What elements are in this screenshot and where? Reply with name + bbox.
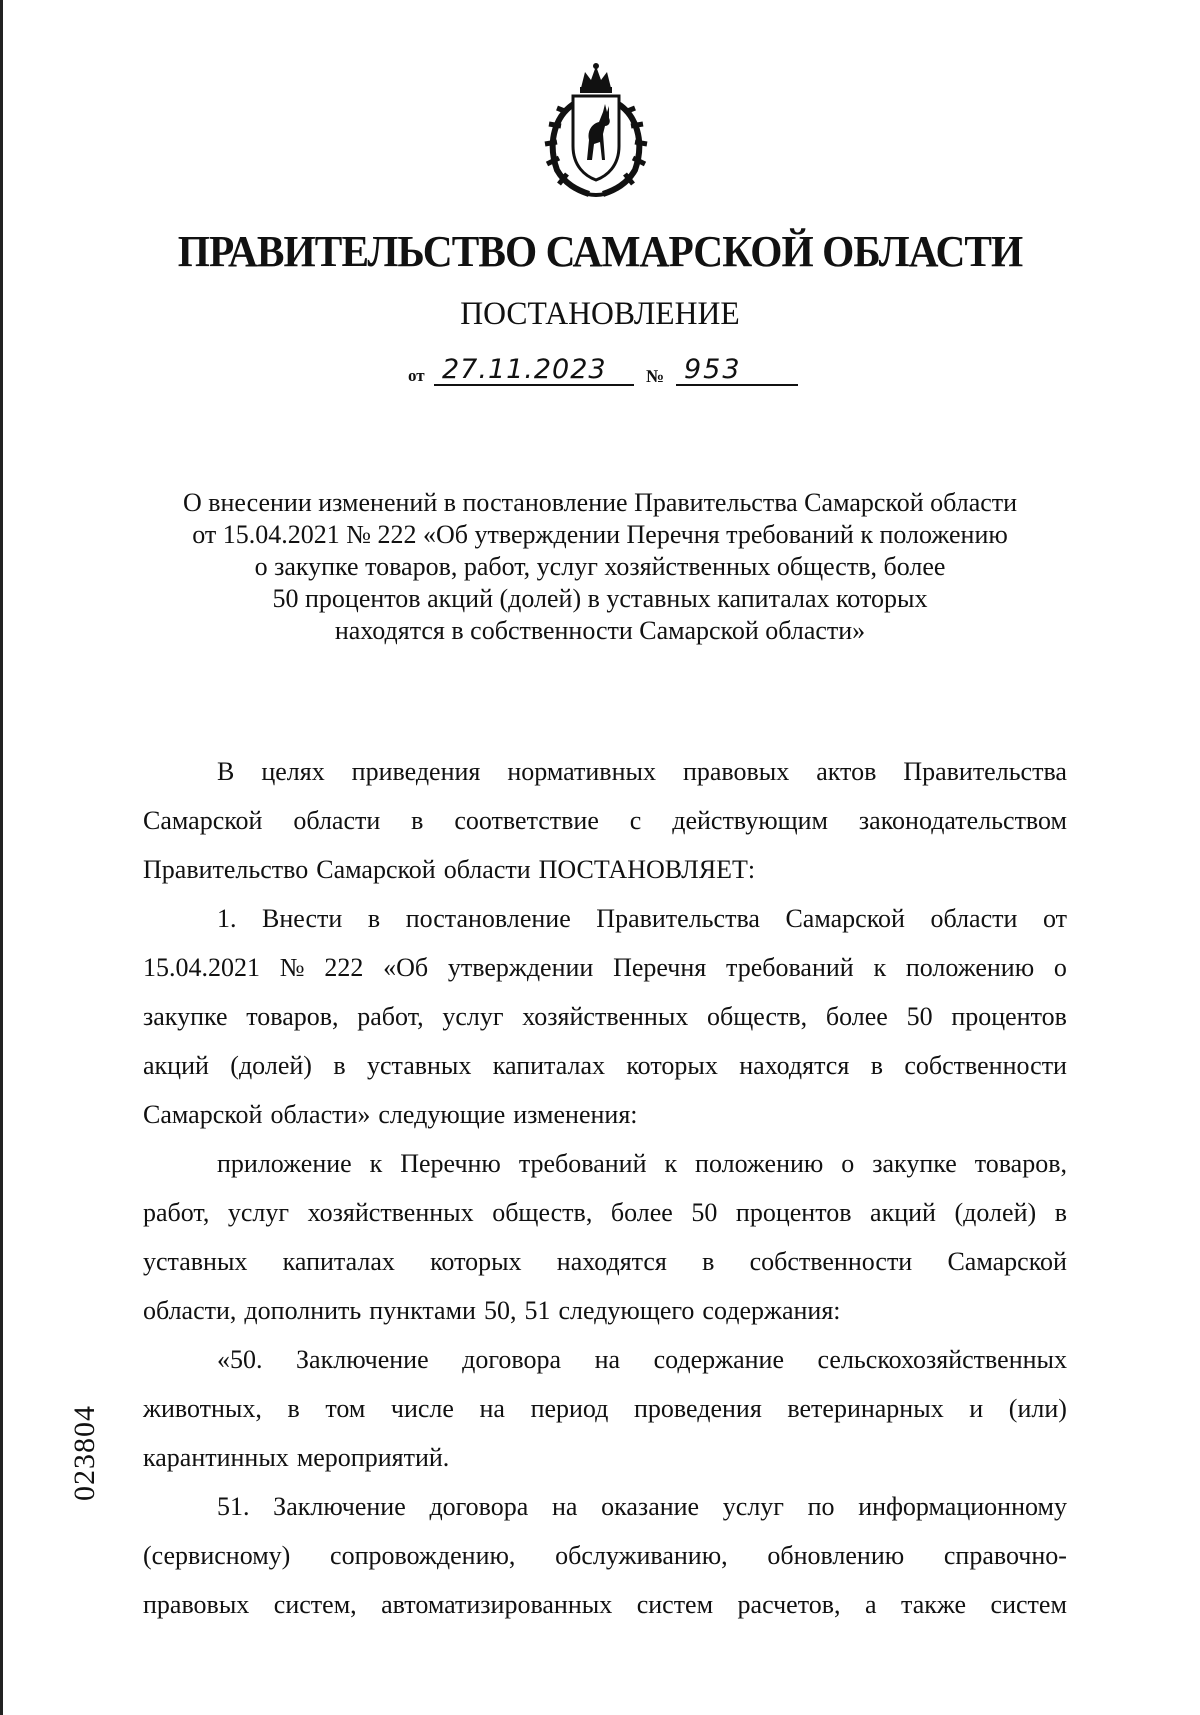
body-word: 50 xyxy=(906,1002,933,1031)
body-word: работ, xyxy=(357,1002,424,1031)
subject-line: от 15.04.2021 № 222 «Об утверждении Перечня требований к положению xyxy=(192,520,1008,549)
body-word: приведения xyxy=(351,757,481,786)
body-word: Самарской xyxy=(316,855,436,884)
body-word: обществ, xyxy=(707,1002,808,1031)
body-word: информационному xyxy=(858,1492,1067,1521)
date-number-line xyxy=(404,354,804,394)
body-word: приложение xyxy=(217,1149,352,1178)
date-prefix: от xyxy=(408,366,425,385)
body-word: товаров, xyxy=(246,1002,339,1031)
body-word: в xyxy=(870,1051,883,1080)
body-word: обслуживанию, xyxy=(555,1541,728,1570)
body-word: карантинных xyxy=(143,1443,289,1472)
body-word: обществ, xyxy=(492,1198,593,1227)
body-word: на xyxy=(552,1492,578,1521)
subject-line: 50 процентов акций (долей) в уставных капиталах которых xyxy=(272,584,928,613)
subject-line: о закупке товаров, работ, услуг хозяйственных обществ, более xyxy=(254,552,946,581)
body-word: утверждении xyxy=(447,953,594,982)
body-line xyxy=(143,943,1067,992)
body-word: к xyxy=(664,1149,678,1178)
body-line xyxy=(143,1188,1067,1237)
body-word: Правительство xyxy=(143,855,309,884)
body-word: капиталах xyxy=(492,1051,605,1080)
body-word: с xyxy=(629,806,642,835)
body-word: «50. xyxy=(217,1345,263,1374)
body-word: акций xyxy=(143,1051,209,1080)
body-word: услуг xyxy=(227,1198,290,1227)
body-word: «Об xyxy=(383,953,429,982)
body-word: правовых xyxy=(143,1590,250,1619)
number-sign: № xyxy=(646,366,665,386)
serial-number: 023804 xyxy=(68,1405,101,1501)
body-word: дополнить xyxy=(244,1296,362,1325)
body-word: уставных xyxy=(366,1051,472,1080)
body-word: Правительства xyxy=(596,904,760,933)
body-word: в xyxy=(287,1394,300,1423)
body-word: следующего xyxy=(558,1296,695,1325)
body-word: закупке xyxy=(872,1149,957,1178)
body-line xyxy=(143,845,1067,894)
body-word: в xyxy=(367,904,381,933)
body-word: животных, xyxy=(143,1394,262,1423)
body-word: 51. xyxy=(217,1492,250,1521)
body-word: систем, xyxy=(273,1590,357,1619)
document-type: ПОСТАНОВЛЕНИЕ xyxy=(460,296,740,332)
body-word: также xyxy=(901,1590,967,1619)
body-word: Заключение xyxy=(296,1345,429,1374)
body-word: изменения: xyxy=(513,1100,638,1129)
body-word: области» xyxy=(270,1100,371,1129)
body-word: по xyxy=(807,1492,835,1521)
body-line xyxy=(143,1482,1067,1531)
body-word: в xyxy=(411,806,424,835)
body-word: В xyxy=(217,757,235,786)
body-line xyxy=(143,1580,1067,1629)
body-word: акций xyxy=(870,1198,936,1227)
body-line xyxy=(143,1090,1067,1139)
body-word: которых xyxy=(430,1247,522,1276)
body-word: находятся xyxy=(739,1051,850,1080)
body-word: систем xyxy=(636,1590,714,1619)
body-word: услуг xyxy=(722,1492,784,1521)
body-word: работ, xyxy=(143,1198,210,1227)
body-word: обновлению xyxy=(767,1541,905,1570)
body-word: числе xyxy=(390,1394,454,1423)
body-word: 50 xyxy=(691,1198,718,1227)
body-word: (долей) xyxy=(954,1198,1037,1227)
body-word: области, xyxy=(143,1296,237,1325)
body-word: процентов xyxy=(735,1198,852,1227)
body-word: в xyxy=(702,1247,715,1276)
subject-line: находятся в собственности Самарской области» xyxy=(334,616,866,645)
organization-title: ПРАВИТЕЛЬСТВО САМАРСКОЙ ОБЛАСТИ xyxy=(177,227,1023,276)
body-line xyxy=(143,1433,1067,1482)
body-word: товаров, xyxy=(974,1149,1067,1178)
body-word: ПОСТАНОВЛЯЕТ: xyxy=(538,855,756,884)
body-line xyxy=(143,1139,1067,1188)
body-word: требований xyxy=(518,1149,647,1178)
body-word: которых xyxy=(626,1051,718,1080)
body-word: Самарской xyxy=(143,1100,263,1129)
body-word: нормативных xyxy=(507,757,656,786)
body-word: содержание xyxy=(653,1345,785,1374)
body-word: области xyxy=(443,855,531,884)
body-word: к xyxy=(369,1149,383,1178)
body-word: области xyxy=(293,806,381,835)
body-word: и xyxy=(969,1394,984,1423)
document-subject xyxy=(100,487,1100,647)
body-word: области xyxy=(930,904,1018,933)
body-word: к xyxy=(873,953,887,982)
body-word: о xyxy=(841,1149,855,1178)
document-body xyxy=(143,747,1067,1629)
body-word: Заключение xyxy=(273,1492,406,1521)
body-word: том xyxy=(325,1394,366,1423)
body-word: услуг xyxy=(442,1002,504,1031)
body-word: более xyxy=(610,1198,673,1227)
subject-line: О внесении изменений в постановление Правительства Самарской области xyxy=(182,488,1018,517)
body-word: хозяйственных xyxy=(522,1002,689,1031)
body-word: постановление xyxy=(405,904,571,933)
body-word: договора xyxy=(462,1345,562,1374)
body-line xyxy=(143,796,1067,845)
body-word: ветеринарных xyxy=(787,1394,944,1423)
body-word: мероприятий. xyxy=(296,1443,450,1472)
samara-coat-of-arms-emblem xyxy=(537,62,655,200)
body-word: автоматизированных xyxy=(381,1590,613,1619)
body-word: (сервисному) xyxy=(143,1541,291,1570)
body-line xyxy=(143,1384,1067,1433)
body-word: 222 xyxy=(324,953,364,982)
body-word: уставных xyxy=(143,1247,248,1276)
body-line xyxy=(143,1286,1067,1335)
body-word: хозяйственных xyxy=(307,1198,474,1227)
body-word: период xyxy=(530,1394,609,1423)
document-number: 953 xyxy=(676,354,798,386)
body-word: в xyxy=(1054,1198,1067,1227)
body-word: 15.04.2021 xyxy=(143,953,260,982)
body-line xyxy=(143,747,1067,796)
body-word: положению xyxy=(905,953,1035,982)
body-word: Самарской xyxy=(143,806,263,835)
body-word: правовых xyxy=(682,757,790,786)
body-word: 50, xyxy=(483,1296,517,1325)
body-line xyxy=(143,992,1067,1041)
body-word: (долей) xyxy=(230,1051,312,1080)
body-word: № xyxy=(279,953,305,982)
body-word: в xyxy=(333,1051,346,1080)
body-word: действующим xyxy=(672,806,829,835)
body-word: положению xyxy=(695,1149,824,1178)
body-word: 51 xyxy=(524,1296,551,1325)
body-word: находятся xyxy=(556,1247,667,1276)
body-word: целях xyxy=(261,757,325,786)
body-word: закупке xyxy=(143,1002,228,1031)
body-word: пунктами xyxy=(369,1296,476,1325)
body-word: сопровождению, xyxy=(330,1541,516,1570)
body-line xyxy=(143,894,1067,943)
body-word: справочно- xyxy=(943,1541,1067,1570)
body-word: Перечню xyxy=(400,1149,501,1178)
body-word: на xyxy=(594,1345,621,1374)
body-word: собственности xyxy=(904,1051,1067,1080)
body-word: соответствие xyxy=(454,806,599,835)
body-line xyxy=(143,1041,1067,1090)
body-word: оказание xyxy=(601,1492,700,1521)
body-word: проведения xyxy=(634,1394,762,1423)
body-word: 1. xyxy=(217,904,237,933)
body-word: Самарской xyxy=(947,1247,1067,1276)
body-word: Внести xyxy=(262,904,343,933)
body-line xyxy=(143,1335,1067,1384)
body-word: более xyxy=(825,1002,888,1031)
body-word: а xyxy=(865,1590,877,1619)
page-scan-edge xyxy=(0,0,3,1715)
body-word: законодательством xyxy=(858,806,1067,835)
body-word: от xyxy=(1042,904,1067,933)
body-word: собственности xyxy=(749,1247,913,1276)
body-word: Самарской xyxy=(785,904,905,933)
body-word: систем xyxy=(990,1590,1067,1619)
body-word: о xyxy=(1053,953,1067,982)
body-line xyxy=(143,1237,1067,1286)
body-word: (или) xyxy=(1008,1394,1067,1423)
body-word: содержания: xyxy=(702,1296,841,1325)
body-word: сельскохозяйственных xyxy=(817,1345,1067,1374)
body-word: требований xyxy=(726,953,854,982)
body-word: актов xyxy=(816,757,877,786)
body-word: Правительства xyxy=(903,757,1067,786)
body-word: договора xyxy=(429,1492,529,1521)
body-word: процентов xyxy=(951,1002,1067,1031)
body-word: расчетов, xyxy=(737,1590,841,1619)
document-date: 27.11.2023 xyxy=(434,354,634,386)
body-word: на xyxy=(479,1394,505,1423)
body-word: следующие xyxy=(378,1100,506,1129)
body-line xyxy=(143,1531,1067,1580)
body-word: Перечня xyxy=(613,953,707,982)
body-word: капиталах xyxy=(282,1247,395,1276)
